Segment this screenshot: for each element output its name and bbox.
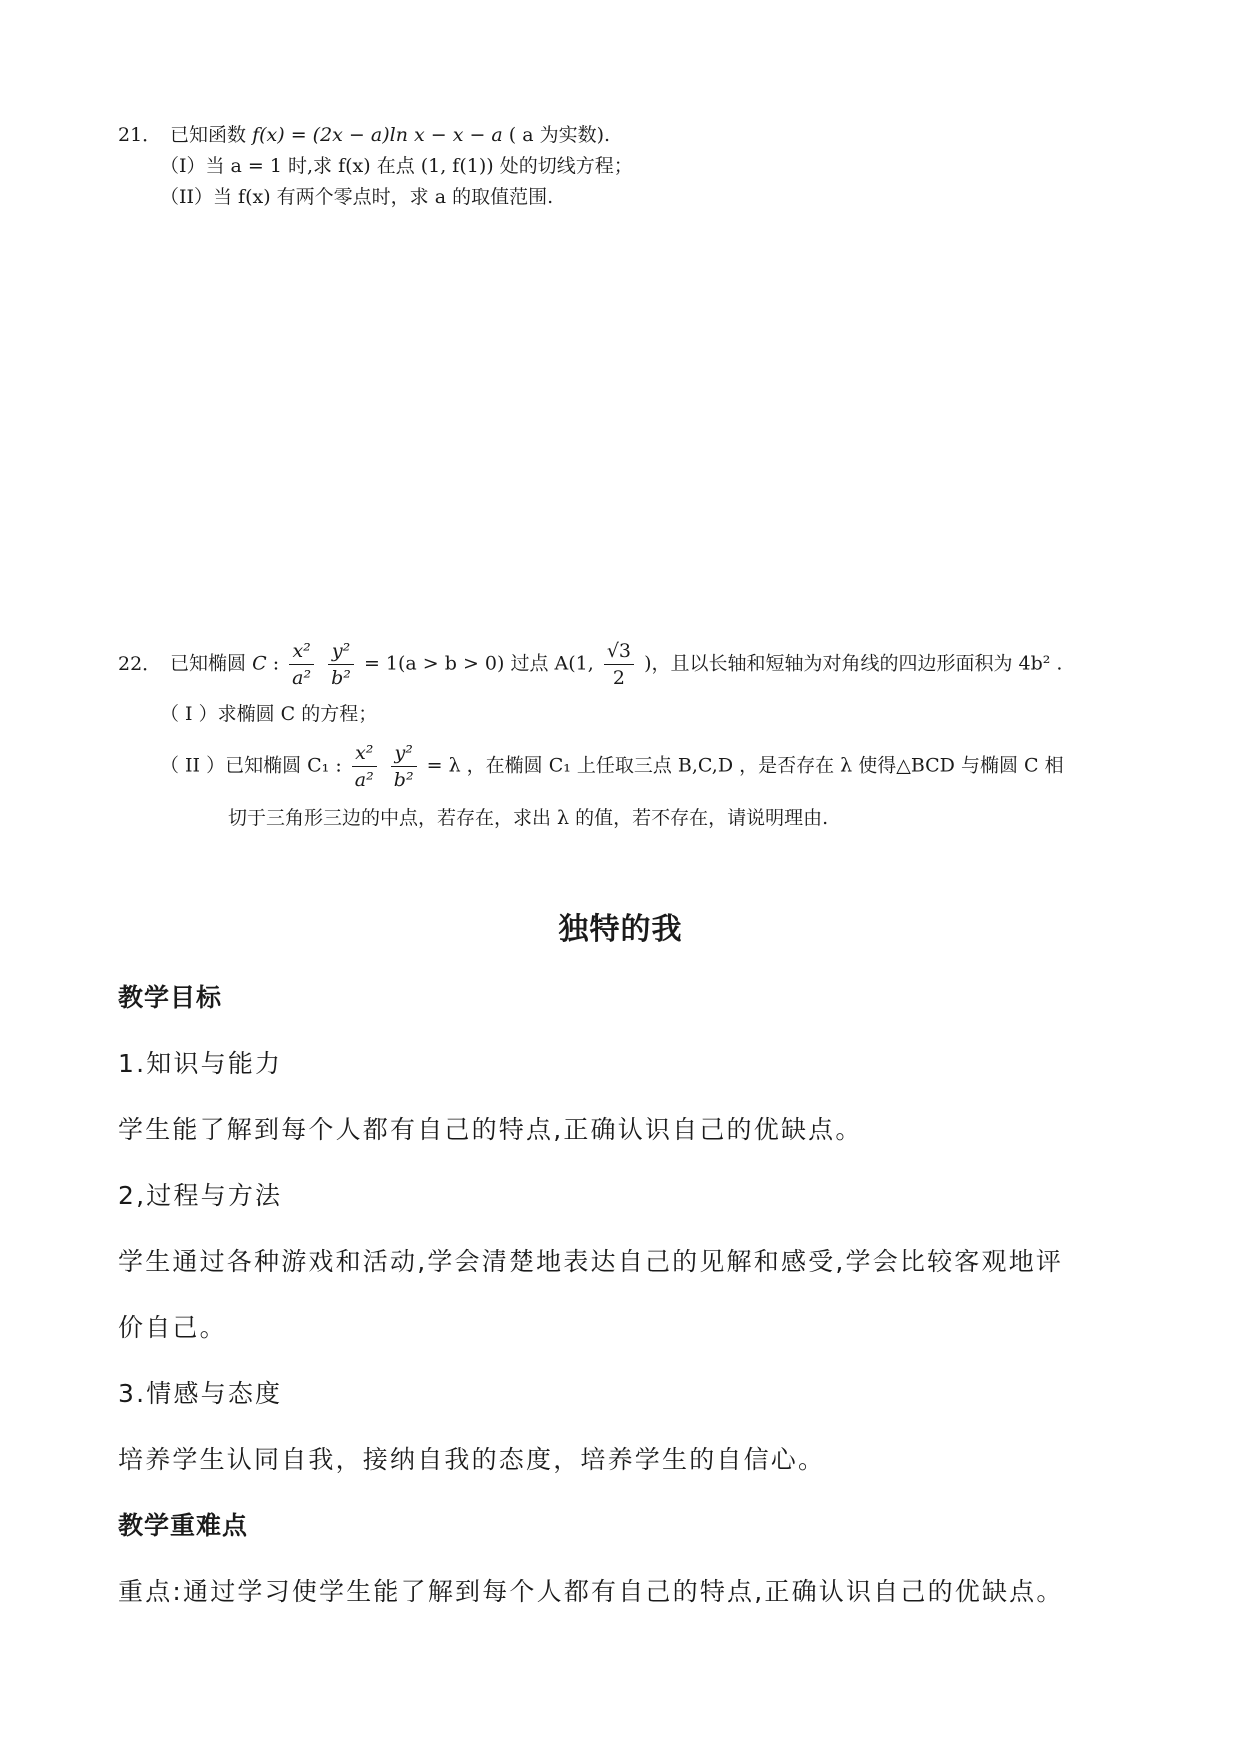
problem-number: 21． — [118, 124, 162, 146]
function-formula: f(x) = (2x − a)ln x − x − a — [252, 124, 503, 146]
fraction-x — [352, 740, 377, 793]
problem-21-part1: （I）当 a = 1 时,求 f(x) 在点 (1, f(1)) 处的切线方程； — [160, 155, 633, 177]
problem-22-part2-line2: 切于三角形三边的中点，若存在，求出 λ 的值，若不存在，请说明理由. — [228, 807, 829, 829]
stem-text: 已知椭圆 — [170, 652, 247, 675]
problem-22-part1: （ I ）求椭圆 C 的方程； — [160, 703, 378, 725]
problem-22-part2 — [160, 740, 1064, 793]
fraction-denominator: a² — [292, 667, 312, 689]
fraction-denominator: b² — [331, 667, 351, 689]
fraction-y — [391, 740, 417, 793]
lesson-title: 独特的我 — [558, 912, 683, 947]
part2-text: = λ ，在椭圆 C₁ 上任取三点 B,C,D ，是否存在 λ 使得△BCD 与椭圆 C 相 — [426, 754, 1064, 777]
goal2-text-line2: 价自己。 — [118, 1313, 227, 1342]
goal3-label: 3.情感与态度 — [118, 1379, 283, 1408]
key-point-text: 重点:通过学习使学生能了解到每个人都有自己的特点,正确认识自己的优缺点。 — [118, 1577, 1064, 1606]
fraction-numerator: y² — [328, 638, 354, 665]
ellipse-name: C — [252, 652, 267, 675]
goal2-text-line1: 学生通过各种游戏和活动,学会清楚地表达自己的见解和感受,学会比较客观地评 — [118, 1247, 1064, 1276]
problem-21-stem — [118, 121, 610, 149]
fraction-numerator: x² — [352, 740, 377, 767]
goal1-text: 学生能了解到每个人都有自己的特点,正确认识自己的优缺点。 — [118, 1115, 863, 1144]
fraction-denominator: a² — [354, 769, 374, 791]
fraction-x — [289, 638, 314, 691]
part2-text: （ II ）已知椭圆 C₁ : — [160, 754, 342, 777]
fraction-numerator: y² — [391, 740, 417, 767]
fraction-point — [604, 638, 634, 691]
fraction-numerator: √3 — [604, 638, 634, 665]
problem-number: 22． — [118, 652, 162, 675]
fraction-numerator: x² — [289, 638, 314, 665]
heading-key-points: 教学重难点 — [118, 1511, 249, 1540]
heading-goals: 教学目标 — [118, 983, 223, 1012]
fraction-denominator: b² — [393, 769, 414, 791]
problem-21-part2: （II）当 f(x) 有两个零点时，求 a 的取值范围. — [160, 186, 554, 208]
stem-text: ( a 为实数). — [508, 124, 611, 146]
fraction-y — [328, 638, 354, 691]
goal1-label: 1.知识与能力 — [118, 1049, 283, 1078]
fraction-denominator: 2 — [612, 667, 625, 689]
stem-text: 已知函数 — [170, 124, 247, 146]
stem-text: )，且以长轴和短轴为对角线的四边形面积为 4b² . — [644, 652, 1063, 675]
goal3-text: 培养学生认同自我，接纳自我的态度，培养学生的自信心。 — [118, 1445, 826, 1474]
stem-condition: = 1(a > b > 0) 过点 A(1, — [363, 652, 594, 675]
problem-22-stem: 22． 已知椭圆 C : $\frac{\text{x²}}{\text{a²}}$ $\frac{\text{y²}}{\text{b²}}$ = 1(a > b > 0) 过点 A(1, $\frac{√3}{2}$ )，且以长轴和短轴为对角线的四边形面积为 4b² . — [118, 640, 1063, 689]
goal2-label: 2,过程与方法 — [118, 1181, 283, 1210]
